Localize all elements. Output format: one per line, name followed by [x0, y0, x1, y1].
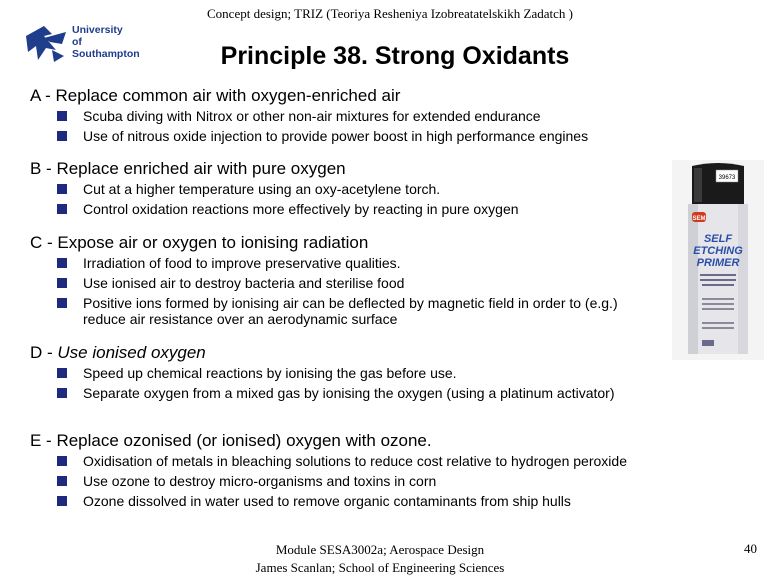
section-b	[30, 159, 670, 221]
square-bullet-icon	[57, 476, 67, 486]
slide-header-line: Concept design; TRIZ (Teoriya Resheniya Izobreatatelskikh Zadatch )	[207, 6, 573, 21]
list-item: Positive ions formed by ionising air can be deflected by magnetic field in order to (e.g.) reduce air resistance over an aerodynamic surface	[57, 295, 660, 327]
list-item: Separate oxygen from a mixed gas by ionising the oxygen (using a platinum activator)	[57, 385, 640, 401]
section-d	[30, 343, 640, 405]
section-heading: C - Expose air or oxygen to ionising radiation	[30, 233, 369, 252]
list-item: Irradiation of food to improve preservative qualities.	[57, 255, 660, 271]
bullet-list	[57, 365, 640, 401]
footer-author-line: James Scanlan; School of Engineering Sciences	[255, 560, 505, 575]
can-brand-label: SEM	[692, 216, 706, 222]
square-bullet-icon	[57, 388, 67, 398]
logo-line-1: University	[72, 24, 123, 36]
list-item: Oxidisation of metals in bleaching solutions to reduce cost relative to hydrogen peroxide	[57, 453, 660, 469]
logo-line-2: of Southampton	[72, 36, 140, 60]
slide-footer	[200, 541, 560, 577]
list-item: Speed up chemical reactions by ionising the gas before use.	[57, 365, 640, 381]
bullet-list	[57, 108, 670, 144]
footer-module-line: Module SESA3002a; Aerospace Design	[275, 542, 485, 557]
section-heading: E - Replace ozonised (or ionised) oxygen with ozone.	[30, 431, 432, 450]
section-heading: D - Use ionised oxygen	[30, 343, 206, 362]
list-item: Control oxidation reactions more effectively by reacting in pure oxygen	[57, 201, 670, 217]
can-label-line-3: PRIMER	[696, 257, 740, 269]
list-item: Cut at a higher temperature using an oxy-acetylene torch.	[57, 181, 670, 197]
section-heading: A - Replace common air with oxygen-enriched air	[30, 86, 401, 105]
section-heading: B - Replace enriched air with pure oxygen	[30, 159, 346, 178]
list-item: Scuba diving with Nitrox or other non-air mixtures for extended endurance	[57, 108, 670, 124]
can-code-label: 39673	[718, 175, 736, 181]
southampton-crest-icon	[22, 22, 70, 64]
square-bullet-icon	[57, 184, 67, 194]
square-bullet-icon	[57, 278, 67, 288]
square-bullet-icon	[57, 456, 67, 466]
can-label-line-2: ETCHING	[693, 245, 743, 257]
spray-can-image	[672, 160, 764, 360]
square-bullet-icon	[57, 368, 67, 378]
bullet-list	[57, 255, 660, 327]
square-bullet-icon	[57, 298, 67, 308]
square-bullet-icon	[57, 204, 67, 214]
logo-text	[72, 24, 152, 60]
section-c	[30, 233, 660, 331]
can-label-line-1: SELF	[703, 233, 733, 245]
square-bullet-icon	[57, 258, 67, 268]
section-a	[30, 86, 670, 148]
university-logo	[22, 22, 152, 66]
square-bullet-icon	[57, 496, 67, 506]
slide-title: Principle 38. Strong Oxidants	[220, 42, 570, 70]
square-bullet-icon	[57, 131, 67, 141]
section-e	[30, 431, 660, 513]
page-number: 40	[744, 541, 757, 556]
list-item: Ozone dissolved in water used to remove organic contaminants from ship hulls	[57, 493, 660, 509]
list-item: Use of nitrous oxide injection to provide power boost in high performance engines	[57, 128, 670, 144]
bullet-list	[57, 181, 670, 217]
bullet-list	[57, 453, 660, 509]
list-item: Use ionised air to destroy bacteria and sterilise food	[57, 275, 660, 291]
square-bullet-icon	[57, 111, 67, 121]
list-item: Use ozone to destroy micro-organisms and toxins in corn	[57, 473, 660, 489]
